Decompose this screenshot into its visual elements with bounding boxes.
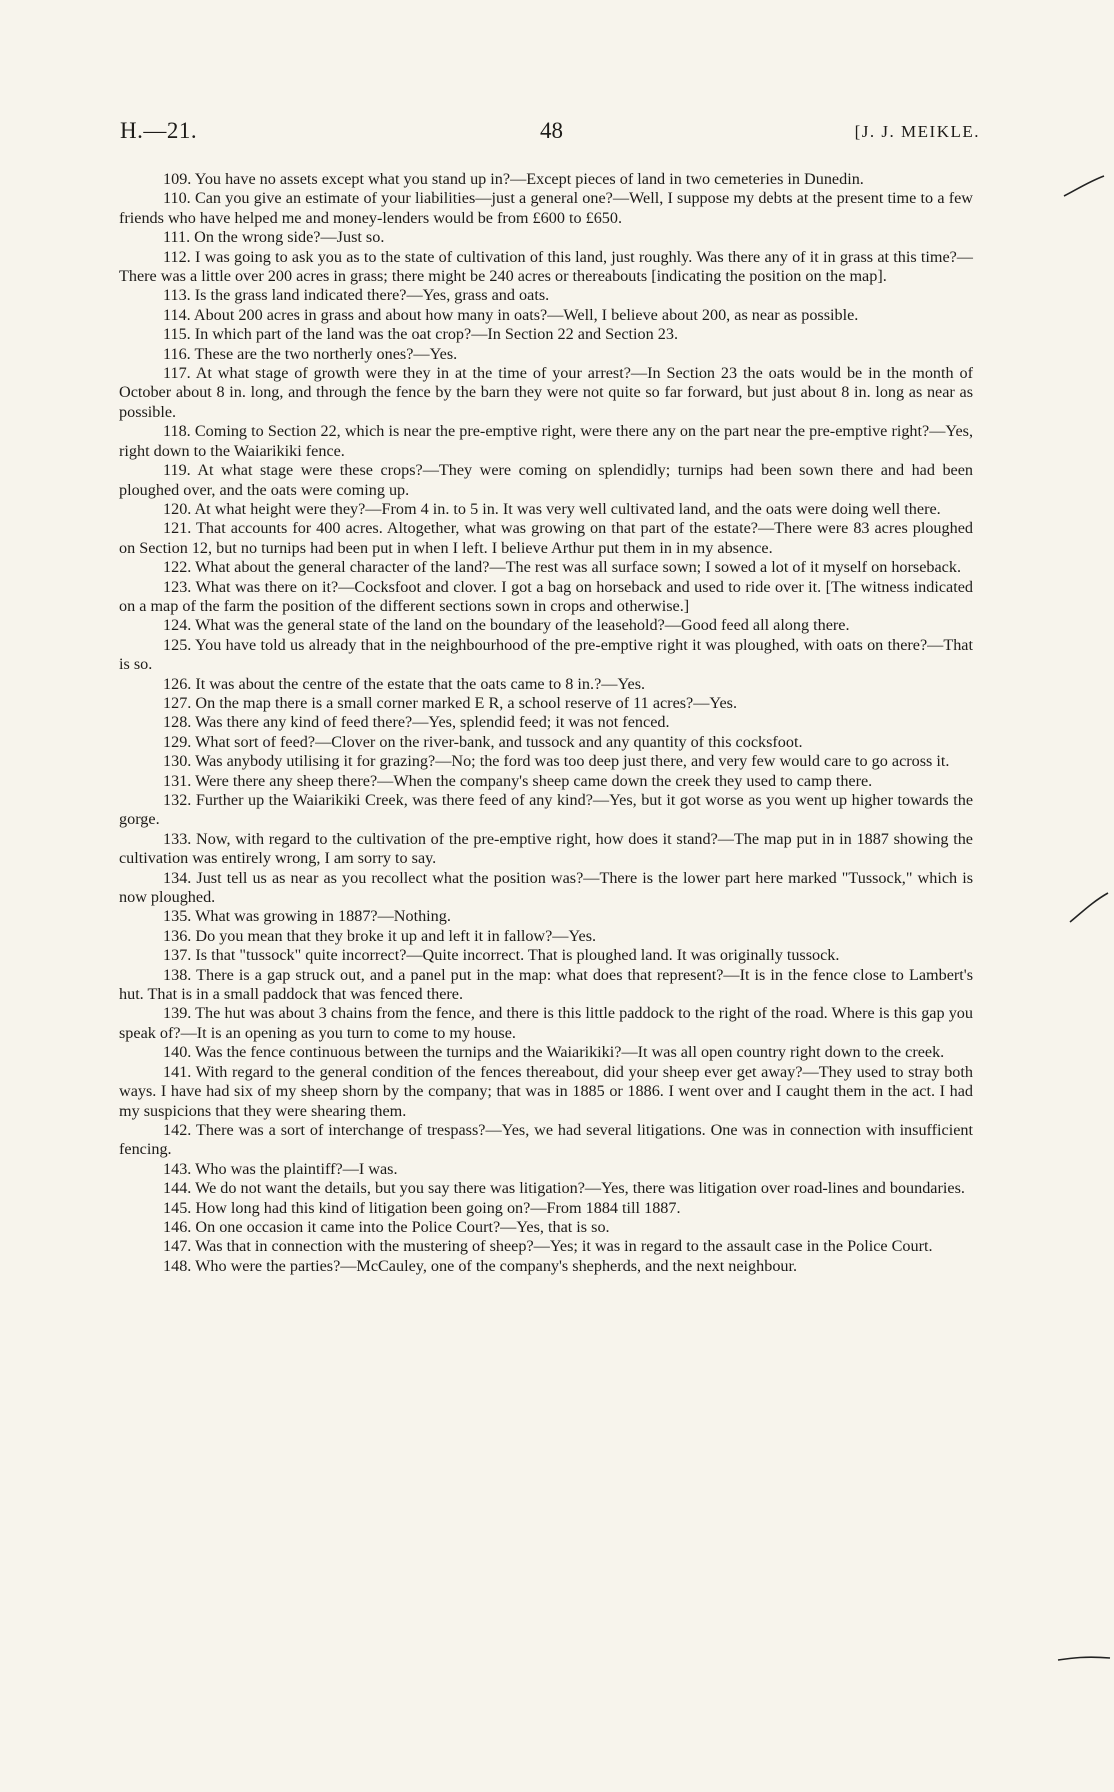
question-answer-paragraph: 135. What was growing in 1887?—Nothing. <box>163 907 451 926</box>
margin-pen-mark-bottom <box>1056 1650 1112 1664</box>
question-answer-paragraph: 123. What was there on it?—Cocksfoot and clover. I got a bag on horseback and used to ride over it. [The witness indicated on a map of the farm the position of the different sections sown in crops and otherwise.] <box>119 577 973 615</box>
question-answer-paragraph: 144. We do not want the details, but you say there was litigation?—Yes, there was litigation over road-lines and boundaries. <box>163 1179 965 1198</box>
question-answer-paragraph: 131. Were there any sheep there?—When the company's sheep came down the creek they used to camp there. <box>163 771 873 790</box>
document-reference: H.—21. <box>120 118 198 143</box>
page-header <box>120 118 980 148</box>
question-answer-paragraph: 143. Who was the plaintiff?—I was. <box>163 1159 398 1178</box>
margin-pen-mark-top <box>1062 170 1106 200</box>
question-answer-paragraph: 141. With regard to the general condition of the fences thereabout, did your sheep ever get away?—They used to stray both ways. I have had six of my sheep shorn by the company; that was in 1885 or 1886. I went over and I caught them in the act. I had my suspicions that they were shearing them. <box>119 1062 973 1120</box>
question-answer-paragraph: 130. Was anybody utilising it for grazing?—No; the ford was too deep just there, and very few would care to go across it. <box>163 752 950 771</box>
question-answer-paragraph: 132. Further up the Waiarikiki Creek, was there feed of any kind?—Yes, but it got worse as you went up higher towards the gorge. <box>119 791 973 829</box>
question-answer-paragraph: 119. At what stage were these crops?—They were coming on splendidly; turnips had been sown there and had been ploughed over, and the oats were coming up. <box>119 461 973 499</box>
question-answer-paragraph: 142. There was a sort of interchange of trespass?—Yes, we had several litigations. One was in connection with insufficient fencing. <box>119 1120 973 1159</box>
question-answer-paragraph: 140. Was the fence continuous between the turnips and the Waiarikiki?—It was all open country right down to the creek. <box>163 1043 945 1062</box>
margin-pen-mark-middle <box>1068 890 1110 926</box>
question-answer-paragraph: 139. The hut was about 3 chains from the fence, and there is this little paddock to the right of the road. Where is this gap you speak of?—It is an opening as you turn to come to my house. <box>119 1004 973 1042</box>
question-answer-paragraph: 121. That accounts for 400 acres. Altogether, what was growing on that part of the estate?—There were 83 acres ploughed on Section 12, but no turnips had been put in when I left. I believe Arthur put them in in my absence. <box>119 519 973 557</box>
question-answer-paragraph: 124. What was the general state of the land on the boundary of the leasehold?—Good feed all along there. <box>163 616 850 635</box>
question-answer-paragraph: 113. Is the grass land indicated there?—Yes, grass and oats. <box>163 286 550 305</box>
question-answer-paragraph: 111. On the wrong side?—Just so. <box>163 228 385 247</box>
question-answer-paragraph: 116. These are the two northerly ones?—Yes. <box>163 344 458 363</box>
question-answer-paragraph: 145. How long had this kind of litigation been going on?—From 1884 till 1887. <box>163 1198 681 1217</box>
question-answer-paragraph: 115. In which part of the land was the oat crop?—In Section 22 and Section 23. <box>163 325 679 344</box>
question-answer-paragraph: 117. At what stage of growth were they in at the time of your arrest?—In Section 23 the oats would be in the month of October about 8 in. long, and through the fence by the barn they were not quite so far forward, but just about 8 in. long as near as possible. <box>119 364 973 421</box>
question-answer-paragraph: 118. Coming to Section 22, which is near the pre-emptive right, were there any on the part near the pre-emptive right?—Yes, right down to the Waiarikiki fence. <box>119 422 973 460</box>
question-answer-paragraph: 129. What sort of feed?—Clover on the river-bank, and tussock and any quantity of this cocksfoot. <box>163 732 803 751</box>
question-answer-paragraph: 138. There is a gap struck out, and a panel put in the map: what does that represent?—It is in the fence close to Lambert's hut. That is in a small paddock that was fenced there. <box>119 965 973 1004</box>
page-number: 48 <box>540 118 563 143</box>
question-answer-paragraph: 137. Is that "tussock" quite incorrect?—Quite incorrect. That is ploughed land. It was originally tussock. <box>163 946 840 965</box>
question-answer-paragraph: 136. Do you mean that they broke it up and left it in fallow?—Yes. <box>163 926 597 945</box>
question-answer-paragraph: 125. You have told us already that in the neighbourhood of the pre-emptive right it was ploughed, with oats on there?—That is so. <box>119 635 973 674</box>
question-answer-paragraph: 148. Who were the parties?—McCauley, one of the company's shepherds, and the next neighbour. <box>163 1256 798 1275</box>
testimony-body <box>119 170 973 1276</box>
question-answer-paragraph: 109. You have no assets except what you stand up in?—Except pieces of land in two cemeteries in Dunedin. <box>163 170 864 188</box>
question-answer-paragraph: 112. I was going to ask you as to the state of cultivation of this land, just roughly. Was there any of it in grass at this time?—There was a little over 200 acres in grass; there might be 240 acres or thereabouts [indicating the position on the map]. <box>119 247 973 286</box>
question-answer-paragraph: 114. About 200 acres in grass and about how many in oats?—Well, I believe about 200, as near as possible. <box>163 305 859 324</box>
question-answer-paragraph: 126. It was about the centre of the estate that the oats came to 8 in.?—Yes. <box>163 674 646 693</box>
question-answer-paragraph: 147. Was that in connection with the mustering of sheep?—Yes; it was in regard to the assault case in the Police Court. <box>163 1237 933 1256</box>
witness-name: [J. J. MEIKLE. <box>854 122 980 141</box>
question-answer-paragraph: 127. On the map there is a small corner marked E R, a school reserve of 11 acres?—Yes. <box>163 693 738 712</box>
question-answer-paragraph: 128. Was there any kind of feed there?—Yes, splendid feed; it was not fenced. <box>163 713 670 732</box>
question-answer-paragraph: 120. At what height were they?—From 4 in. to 5 in. It was very well cultivated land, and the oats were doing well there. <box>163 499 941 518</box>
question-answer-paragraph: 134. Just tell us as near as you recollect what the position was?—There is the lower part here marked "Tussock," which is now ploughed. <box>119 868 973 907</box>
question-answer-paragraph: 146. On one occasion it came into the Police Court?—Yes, that is so. <box>163 1217 610 1236</box>
question-answer-paragraph: 110. Can you give an estimate of your liabilities—just a general one?—Well, I suppose my debts at the present time to a few friends who have helped me and money-lenders would be from £600 to £650. <box>119 189 973 227</box>
question-answer-paragraph: 133. Now, with regard to the cultivation of the pre-emptive right, how does it stand?—The map put in in 1887 showing the cultivation was entirely wrong, I am sorry to say. <box>119 829 973 868</box>
question-answer-paragraph: 122. What about the general character of the land?—The rest was all surface sown; I sowed a lot of it myself on horseback. <box>163 558 962 577</box>
